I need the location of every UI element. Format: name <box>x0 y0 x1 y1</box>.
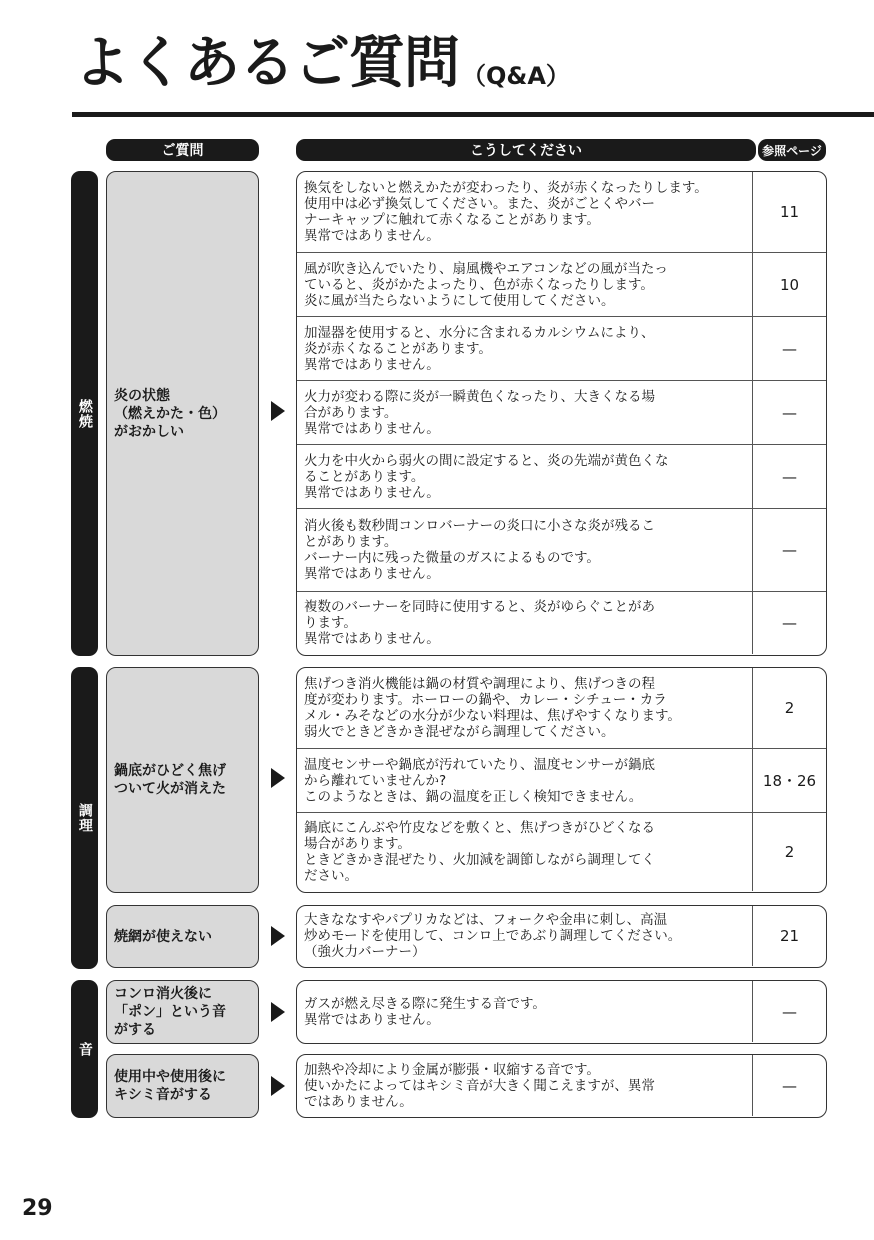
answer-ref-page: 2 <box>752 668 826 748</box>
answer-row <box>297 444 826 508</box>
question-creak-line: 使用中や使用後に <box>114 1069 226 1085</box>
answer-text: 加熱や冷却により金属が膨張・収縮する音です。 <box>304 1061 600 1078</box>
page-number: 29 <box>22 1196 53 1221</box>
question-scorch-line: 鍋底がひどく焦げ <box>114 763 226 779</box>
answer-text: 使用中は必ず換気してください。また、炎がごとくやバー <box>304 196 655 212</box>
answer-text: 度が変わります。ホーローの鍋や、カレー・シチュー・カラ <box>304 692 667 708</box>
answer-text: （強火力バーナー） <box>304 944 426 960</box>
answer-text: 炒めモードを使用して、コンロ上であぶり調理してください。 <box>304 928 682 944</box>
answer-text: ガスが燃え尽きる際に発生する音です。 <box>304 995 546 1012</box>
answer-ref-page: — <box>752 1055 826 1116</box>
answer-row <box>297 508 826 591</box>
category-sound-label: 音 <box>76 1041 93 1057</box>
answer-row <box>297 380 826 444</box>
answer-text: 異常ではありません。 <box>304 566 440 582</box>
category-combustion-label: 燃焼 <box>76 398 93 429</box>
answer-row <box>297 748 826 812</box>
page-title: よくあるご質問 <box>74 31 459 96</box>
category-combustion <box>71 171 98 656</box>
answer-row <box>297 812 826 891</box>
category-cooking-label: 調理 <box>76 803 93 833</box>
answer-text: 複数のバーナーを同時に使用すると、炎がゆらぐことがあ <box>304 599 655 615</box>
answer-text: 消火後も数秒間コンロバーナーの炎口に小さな炎が残るこ <box>304 518 655 534</box>
answer-text: 温度センサーや鍋底が汚れていたり、温度センサーが鍋底 <box>304 756 655 773</box>
question-pon <box>106 980 259 1044</box>
question-creak <box>106 1054 259 1118</box>
answer-text: 加湿器を使用すると、水分に含まれるカルシウムにより、 <box>304 324 655 341</box>
arrow-right-icon <box>271 401 285 421</box>
title-divider <box>72 112 874 117</box>
arrow-right-icon <box>271 768 285 788</box>
answer-text: 風が吹き込んでいたり、扇風機やエアコンなどの風が当たっ <box>304 260 668 277</box>
answers-scorch <box>296 667 827 893</box>
answer-row <box>297 252 826 316</box>
answer-text: 場合があります。 <box>304 836 411 852</box>
answer-row <box>297 668 826 748</box>
answer-text: 炎に風が当たらないようにして使用してください。 <box>304 292 615 309</box>
answer-text: 異常ではありません。 <box>304 420 440 437</box>
answer-row <box>297 172 826 252</box>
question-grill <box>106 905 259 968</box>
answer-text: 異常ではありません。 <box>304 484 440 501</box>
answer-ref-page: — <box>752 509 826 591</box>
arrow-right-icon <box>271 926 285 946</box>
question-creak-line: キシミ音がする <box>114 1087 212 1103</box>
answer-text: 異常ではありません。 <box>304 228 440 244</box>
page-subtitle: （Q&A） <box>462 62 570 90</box>
answer-text: ていると、炎がかたよったり、色が赤くなったりします。 <box>304 276 654 293</box>
answer-text: メル・みそなどの水分が少ない料理は、焦げやすくなります。 <box>304 708 681 724</box>
answers-flame <box>296 171 827 656</box>
answers-grill <box>296 905 827 968</box>
answer-row <box>297 906 826 966</box>
question-flame-line: （燃えかた・色） <box>114 405 226 422</box>
answer-text: バーナー内に残った微量のガスによるものです。 <box>304 550 600 566</box>
answer-text: ります。 <box>304 615 357 631</box>
question-pon-line: がする <box>114 1022 156 1038</box>
answer-text: から離れていませんか? <box>304 772 447 789</box>
answer-row <box>297 591 826 654</box>
answer-ref-page: 2 <box>752 813 826 891</box>
header-ref: 参照ページ <box>758 139 826 161</box>
answer-text: 鍋底にこんぶや竹皮などを敷くと、焦げつきがひどくなる <box>304 820 655 836</box>
answer-ref-page: 10 <box>752 253 826 316</box>
header-answer: こうしてください <box>296 139 756 161</box>
question-flame <box>106 171 259 656</box>
answer-text: とがあります。 <box>304 534 398 550</box>
answer-text: ることがあります。 <box>304 468 425 485</box>
answer-text: 異常ではありません。 <box>304 1011 440 1028</box>
answer-ref-page: — <box>752 317 826 380</box>
question-pon-line: 「ポン」という音 <box>114 1004 226 1020</box>
answer-text: 換気をしないと燃えかたが変わったり、炎が赤くなったりします。 <box>304 180 708 196</box>
answer-ref-page: 11 <box>752 172 826 252</box>
answer-text: ださい。 <box>304 868 358 884</box>
answer-text: ナーキャップに触れて赤くなることがあります。 <box>304 212 600 228</box>
answer-text: 大きななすやパプリカなどは、フォークや金串に刺し、高温 <box>304 912 668 928</box>
answer-text: 弱火でときどきかき混ぜながら調理してください。 <box>304 724 615 740</box>
question-flame-line: がおかしい <box>114 423 184 440</box>
answer-ref-page: — <box>752 981 826 1042</box>
answer-ref-page: 18・26 <box>752 749 826 812</box>
answer-text: 炎が赤くなることがあります。 <box>304 340 492 357</box>
answers-creak <box>296 1054 827 1118</box>
question-scorch-line: ついて火が消えた <box>114 781 226 797</box>
answer-text: 火力を中火から弱火の間に設定すると、炎の先端が黄色くな <box>304 452 669 469</box>
question-pon-line: コンロ消火後に <box>114 986 212 1002</box>
answer-row <box>297 1055 826 1116</box>
answer-text: 異常ではありません。 <box>304 631 440 647</box>
answer-text: 使いかたによってはキシミ音が大きく聞こえますが、異常 <box>304 1077 655 1094</box>
question-scorch <box>106 667 259 893</box>
question-flame-line: 炎の状態 <box>114 387 170 404</box>
answer-text: 火力が変わる際に炎が一瞬黄色くなったり、大きくなる場 <box>304 388 655 405</box>
answer-ref-page: — <box>752 592 826 654</box>
answers-pon <box>296 980 827 1044</box>
category-sound <box>71 980 98 1118</box>
arrow-right-icon <box>271 1076 285 1096</box>
answer-text: 合があります。 <box>304 404 398 421</box>
arrow-right-icon <box>271 1002 285 1022</box>
answer-text: 焦げつき消火機能は鍋の材質や調理により、焦げつきの程 <box>304 676 655 692</box>
answer-ref-page: — <box>752 381 826 444</box>
category-cooking <box>71 667 98 969</box>
answer-ref-page: 21 <box>752 906 826 966</box>
answer-row <box>297 981 826 1042</box>
question-grill-line: 焼網が使えない <box>114 928 212 945</box>
answer-text: ではありません。 <box>304 1093 413 1110</box>
answer-ref-page: — <box>752 445 826 508</box>
answer-text: 異常ではありません。 <box>304 356 440 373</box>
answer-text: ときどきかき混ぜたり、火加減を調節しながら調理してく <box>304 852 655 868</box>
answer-row <box>297 316 826 380</box>
header-question: ご質問 <box>106 139 259 161</box>
answer-text: このようなときは、鍋の温度を正しく検知できません。 <box>304 788 643 805</box>
